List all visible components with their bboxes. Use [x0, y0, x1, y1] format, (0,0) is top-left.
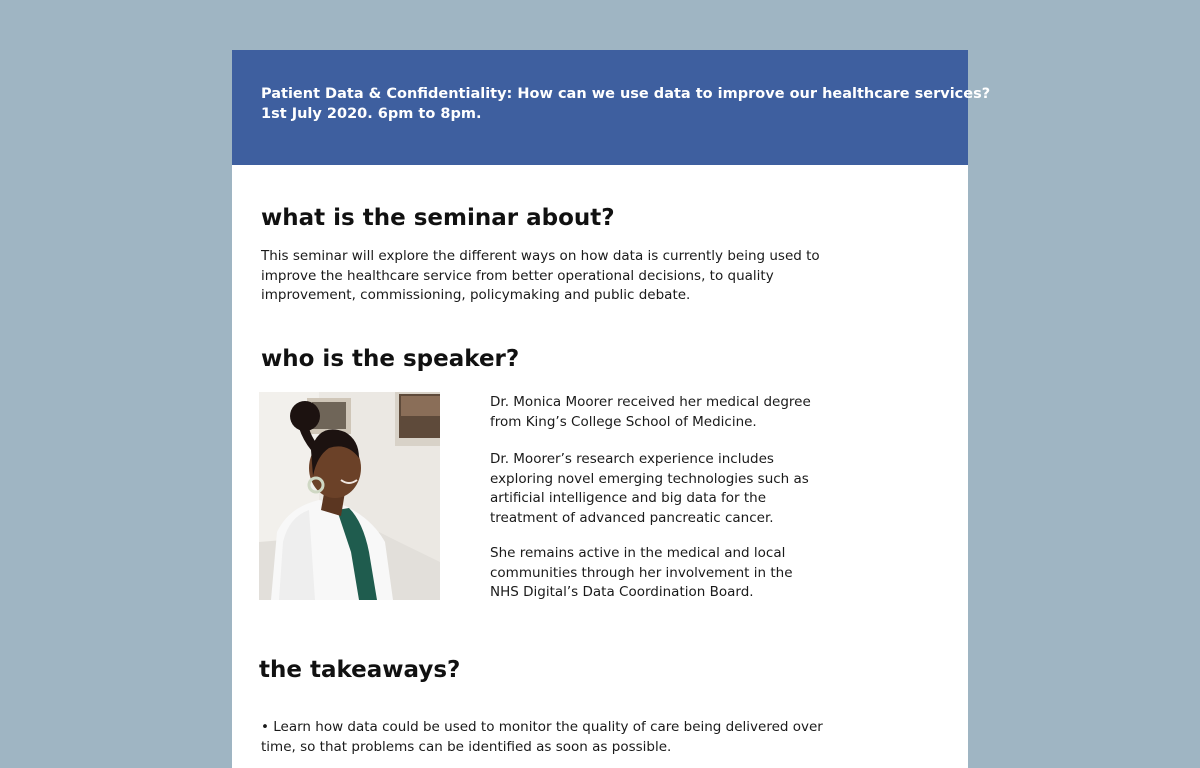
bio-line: NHS Digital’s Data Coordination Board. [490, 584, 754, 600]
takeaways-heading: the takeaways? [259, 657, 461, 683]
about-line: improvement, commissioning, policymaking and public debate. [261, 287, 691, 303]
speaker-bio-2 [490, 450, 809, 528]
bio-line: treatment of advanced pancreatic cancer. [490, 509, 774, 526]
about-paragraph [261, 247, 820, 306]
speaker-bio-1 [490, 393, 811, 432]
bio-line: Dr. Monica Moorer received her medical degree [490, 394, 811, 410]
bio-line: artificial intelligence and big data for the [490, 490, 767, 506]
takeaway-line: • Learn how data could be used to monitor the quality of care being delivered over [261, 719, 823, 735]
takeaway-item [261, 718, 823, 757]
bio-line: Dr. Moorer’s research experience includes [490, 451, 774, 467]
header-banner [232, 50, 991, 165]
event-title: Patient Data & Confidentiality: How can we use data to improve our healthcare services? [261, 86, 991, 102]
bio-line: exploring novel emerging technologies such as [490, 470, 809, 487]
speaker-bio-3 [490, 544, 793, 603]
event-date: 1st July 2020. 6pm to 8pm. [261, 106, 482, 122]
speaker-heading: who is the speaker? [261, 346, 520, 372]
about-heading: what is the seminar about? [261, 205, 615, 231]
about-line: This seminar will explore the different ways on how data is currently being used to [261, 248, 820, 264]
bio-line: communities through her involvement in the [490, 564, 793, 581]
speaker-photo [259, 392, 440, 600]
bio-line: from King’s College School of Medicine. [490, 413, 757, 430]
about-line: improve the healthcare service from better operational decisions, to quality [261, 267, 774, 284]
takeaway-line: time, so that problems can be identified as soon as possible. [261, 738, 672, 755]
bio-line: She remains active in the medical and local [490, 545, 786, 561]
seminar-card [232, 50, 991, 768]
